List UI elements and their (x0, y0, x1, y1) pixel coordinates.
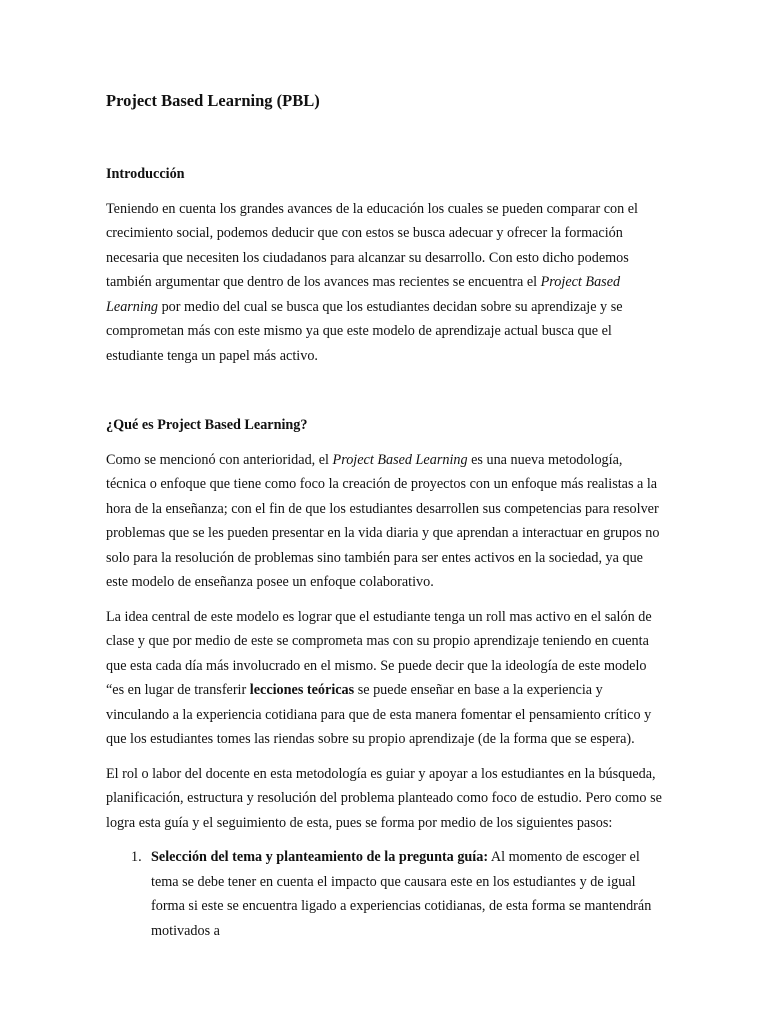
central-idea-text-after: se puede enseñar en base a la experiencia y vinculando a la experiencia cotidiana para que de esta manera fomentar el pensamiento crítico y que los estudiantes tomes las riendas sobre su propio aprendizaje (de la forma que se espera). (106, 682, 652, 747)
paragraph-definition (106, 448, 662, 595)
list-item-text: Al momento de escoger el tema se debe tener en cuenta el impacto que causara este en los estudiantes y de igual forma si este se encuentra ligado a experiencias cotidianas, de esta forma se mantendrán motivados a (151, 849, 652, 939)
central-idea-bold-term: lecciones teóricas (249, 682, 355, 698)
definition-text-after: es una nueva metodología, técnica o enfoque que tiene como foco la creación de proyectos con un enfoque más realistas a la hora de la enseñanza; con el fin de que los estudiantes desarrollen sus competencias para resolver problemas que se les pueden presentar en la vida diaria y que aprendan a interactuar en grupos no solo para la resolución de problemas sino también para ser entes activos en la sociedad, ya que este modelo de enseñanza posee un enfoque colaborativo. (106, 451, 660, 590)
list-item-number: 1. (131, 849, 142, 865)
list-item-bold-title: Selección del tema y planteamiento de la pregunta guía: (151, 849, 489, 865)
section-heading-que-es: ¿Qué es Project Based Learning? (106, 417, 308, 433)
list-item (106, 845, 662, 943)
paragraph-teacher-role: El rol o labor del docente en esta metodología es guiar y apoyar a los estudiantes en la búsqueda, planificación, estructura y resolución del problema planteado como foco de estudio. Pero como se logra esta guía y el seguimiento de esta, pues se forma por medio de los siguientes pasos: (106, 765, 662, 831)
intro-paragraph (106, 197, 662, 369)
intro-text-before: Teniendo en cuenta los grandes avances de la educación los cuales se pueden comparar con el crecimiento social, podemos deducir que con estos se busca adecuar y ofrecer la formación necesaria que necesiten los ciudadanos para alcanzar su desarrollo. Con esto dicho podemos también argumentar que dentro de los avances mas recientes se encuentra el (106, 200, 638, 290)
definition-text-before: Como se mencionó con anterioridad, el (106, 451, 333, 468)
document-title: Project Based Learning (PBL) (106, 91, 320, 110)
intro-italic-term: Project Based Learning (106, 274, 621, 315)
intro-text-after: por medio del cual se busca que los estudiantes decidan sobre su aprendizaje y se comprometan más con este mismo ya que este modelo de aprendizaje actual busca que el estudiante tenga un papel más activo. (106, 298, 623, 364)
central-idea-text-before: La idea central de este modelo es lograr que el estudiante tenga un roll mas activo en el salón de clase y que por medio de este se comprometa mas con su propio aprendizaje teniendo en cuenta que esta cada día más involucrado en el mismo. Se puede decir que la ideología de este modelo “es en lugar de transferir (106, 608, 652, 698)
definition-italic-term: Project Based Learning (332, 451, 468, 468)
section-heading-introduccion: Introducción (106, 166, 185, 182)
steps-list (106, 845, 662, 943)
document-body (106, 88, 662, 943)
paragraph-central-idea (106, 605, 662, 752)
